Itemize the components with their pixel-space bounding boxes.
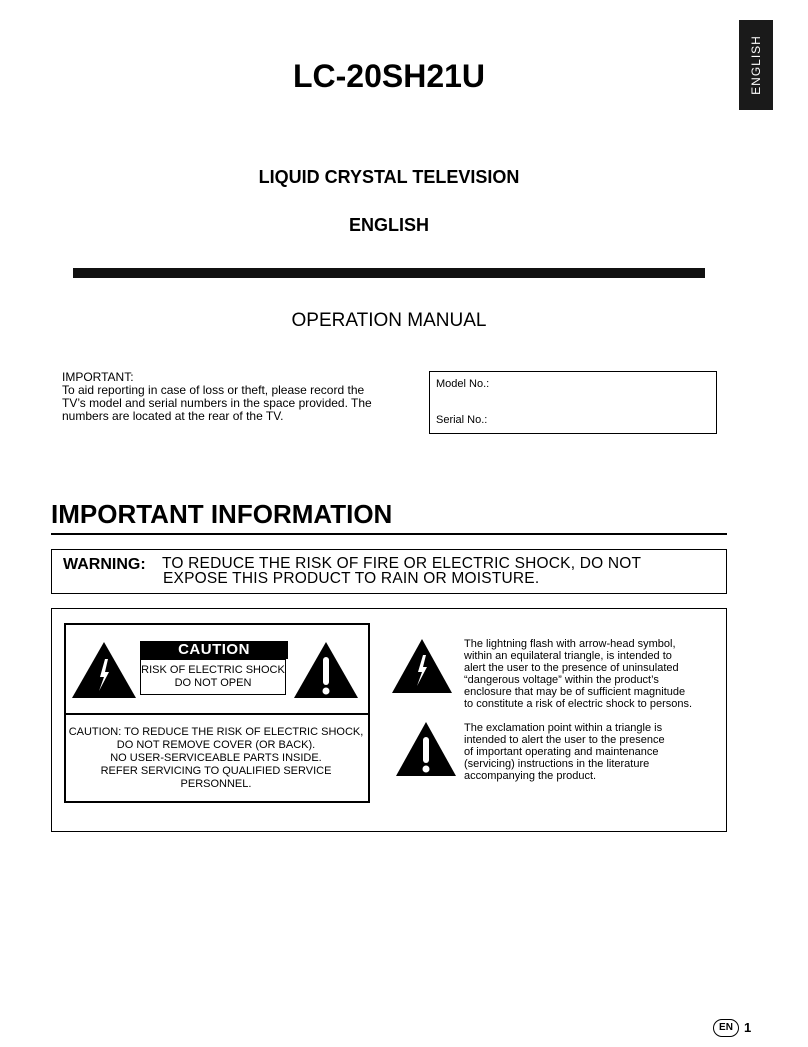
caution-text-line: REFER SERVICING TO QUALIFIED SERVICE: [100, 765, 332, 777]
lightning-desc-line: The lightning flash with arrow-head symbol,: [464, 638, 676, 650]
caution-sub-line: RISK OF ELECTRIC SHOCK: [141, 664, 285, 676]
lightning-desc-line: within an equilateral triangle, is intended to: [464, 650, 672, 662]
language-tab-label: ENGLISH: [749, 35, 763, 95]
lightning-desc-line: enclosure that may be of sufficient magnitude: [464, 686, 686, 698]
exclamation-desc-line: accompanying the product.: [464, 770, 597, 782]
title-divider: [73, 268, 705, 278]
exclamation-desc-line: of important operating and maintenance: [464, 746, 659, 758]
exclamation-desc-line: The exclamation point within a triangle is: [464, 722, 663, 734]
model-title: LC-20SH21U: [292, 58, 486, 94]
important-note-line: TV’s model and serial numbers in the space provided. The: [62, 396, 372, 410]
important-note-heading: IMPORTANT:: [62, 370, 134, 384]
caution-text: [64, 726, 368, 791]
exclamation-triangle-icon: [292, 640, 360, 700]
product-subtitle: LIQUID CRYSTAL TELEVISION: [258, 167, 520, 187]
exclamation-description: [464, 722, 714, 782]
important-note-line: To aid reporting in case of loss or theft, please record the: [62, 383, 365, 397]
warning-label: WARNING:: [63, 556, 146, 573]
exclamation-symbol-icon: [394, 720, 458, 778]
lightning-triangle-icon: [70, 640, 138, 700]
warning-box: [51, 549, 727, 594]
language-heading: ENGLISH: [348, 215, 429, 235]
exclamation-desc-line: intended to alert the user to the presence: [464, 734, 665, 746]
serial-number-label: Serial No.:: [436, 414, 488, 426]
model-number-label: Model No.:: [436, 378, 490, 390]
warning-line: EXPOSE THIS PRODUCT TO RAIN OR MOISTURE.: [163, 570, 540, 587]
caution-text-line: PERSONNEL.: [180, 778, 252, 790]
important-note: [62, 371, 392, 423]
section-rule: [51, 533, 727, 535]
lightning-desc-line: “dangerous voltage” within the product’s: [464, 674, 659, 686]
section-heading: IMPORTANT INFORMATION: [51, 499, 393, 529]
manual-title: OPERATION MANUAL: [291, 310, 487, 331]
exclamation-desc-line: (servicing) instructions in the literature: [464, 758, 650, 770]
caution-label-divider: [66, 713, 368, 715]
caution-text-line: CAUTION: TO REDUCE THE RISK OF ELECTRIC SHOCK,: [68, 726, 364, 738]
caution-title: CAUTION: [140, 641, 288, 659]
page-number: 1: [744, 1020, 752, 1035]
lightning-description: [464, 638, 714, 710]
lightning-desc-line: to constitute a risk of electric shock to persons.: [464, 698, 693, 710]
lightning-symbol-icon: [390, 637, 454, 695]
caution-text-line: DO NOT REMOVE COVER (OR BACK).: [116, 739, 316, 751]
warning-line: TO REDUCE THE RISK OF FIRE OR ELECTRIC SHOCK, DO NOT: [162, 555, 642, 572]
language-badge: EN: [713, 1019, 739, 1037]
caution-subtext: [140, 659, 286, 695]
important-note-line: numbers are located at the rear of the TV.: [62, 409, 284, 423]
lightning-desc-line: alert the user to the presence of uninsulated: [464, 662, 679, 674]
record-box: [429, 371, 717, 434]
caution-text-line: NO USER-SERVICEABLE PARTS INSIDE.: [110, 752, 322, 764]
warning-text: [162, 556, 641, 586]
caution-sub-line: DO NOT OPEN: [174, 677, 252, 689]
